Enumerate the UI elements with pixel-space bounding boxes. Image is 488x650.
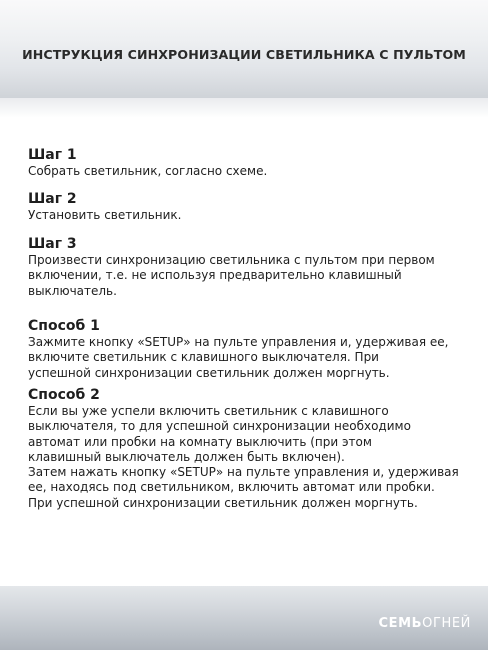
- method-2-text: Если вы уже успели включить светильник с клавишного выключателя, то для успешной синхронизации необходимо автомат или пробки на комнату выключить (при этом клавишный выключатель должен быть включен). Затем нажать кнопку «SETUP» на пульте управления и, удерживая ее, находясь под светильником, включить автомат или пробки. При успешной синхронизации светильник должен моргнуть.: [28, 404, 459, 510]
- header-band: [0, 0, 488, 98]
- header-shadow: [0, 98, 488, 118]
- step-2: [28, 190, 181, 223]
- step-3-text: Произвести синхронизацию светильника с пультом при первом включении, т.е. не используя предварительно клавишный выключатель.: [28, 253, 435, 298]
- method-1-text: Зажмите кнопку «SETUP» на пульте управления и, удерживая ее, включите светильник с клавишного выключателя. При успешной синхронизации светильник должен моргнуть.: [28, 335, 449, 380]
- method-2: [28, 386, 459, 511]
- step-2-title: Шаг 2: [28, 191, 77, 207]
- step-3-title: Шаг 3: [28, 236, 77, 252]
- step-3: [28, 235, 435, 299]
- method-2-title: Способ 2: [28, 387, 100, 403]
- brand-logo: [378, 616, 471, 631]
- step-1-text: Собрать светильник, согласно схеме.: [28, 164, 268, 178]
- brand-logo-bold: СЕМЬ: [378, 616, 423, 631]
- step-2-text: Установить светильник.: [28, 208, 182, 222]
- method-1: [28, 317, 448, 381]
- step-1-title: Шаг 1: [28, 147, 77, 163]
- brand-logo-light: ОГНЕЙ: [422, 616, 471, 631]
- footer-band: [0, 586, 488, 650]
- step-1: [28, 146, 267, 179]
- page-title: ИНСТРУКЦИЯ СИНХРОНИЗАЦИИ СВЕТИЛЬНИКА С ПУЛЬТОМ: [22, 47, 466, 62]
- method-1-title: Способ 1: [28, 318, 100, 334]
